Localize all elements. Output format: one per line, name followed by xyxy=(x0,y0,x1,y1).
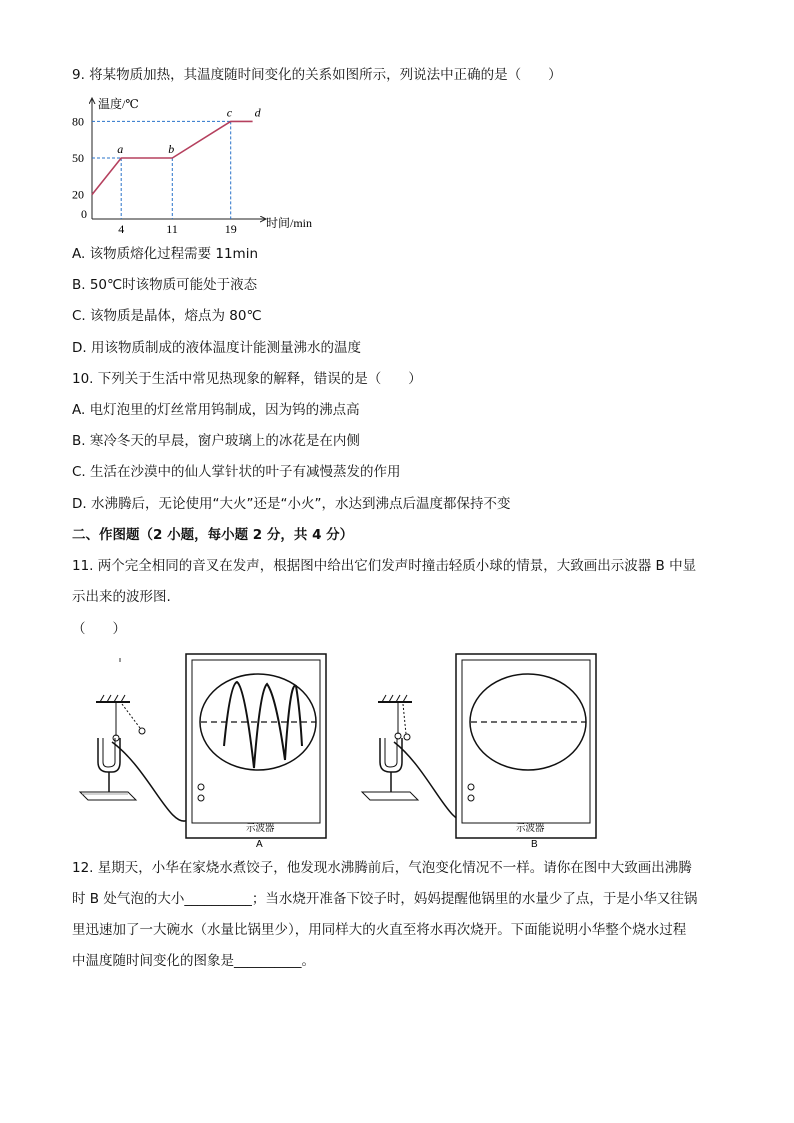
q9-stem: 9. 将某物质加热，其温度随时间变化的关系如图所示，列说法中正确的是（ ） xyxy=(72,67,562,83)
q12-stem-line1: 12. 星期天，小华在家烧水煮饺子，他发现水沸腾前后，气泡变化情况不一样。请你在图中大致画出沸腾 xyxy=(72,860,692,876)
oscilloscope-b xyxy=(456,654,596,838)
x-tick-label: 11 xyxy=(166,222,178,234)
point-label-c: c xyxy=(226,105,233,120)
y-tick-label: 20 xyxy=(72,187,84,202)
y-tick-label: 50 xyxy=(72,151,84,165)
q9-option-d: D. 用该物质制成的液体温度计能测量沸水的温度 xyxy=(72,340,361,356)
tuning-fork-a xyxy=(80,695,145,800)
x-axis-label: 时间/min xyxy=(266,216,313,230)
q9-option-b: B. 50℃时该物质可能处于液态 xyxy=(72,277,258,293)
tuning-fork-b xyxy=(362,695,418,800)
q11-answer-blank: （ ） xyxy=(72,621,126,637)
q9-option-a: A. 该物质熔化过程需要 11min xyxy=(72,246,259,262)
q12-stem-line2: 时 B 处气泡的大小__________；当水烧开准备下饺子时，妈妈提醒他锅里的水量少了点，于是小华又往锅 xyxy=(72,891,698,907)
y-axis-label: 温度/℃ xyxy=(98,97,139,111)
scope-caption-b: 示波器 xyxy=(516,823,545,834)
q10-option-d: D. 水沸腾后，无论使用“大火”还是“小火”，水达到沸点后温度都保持不变 xyxy=(72,496,511,512)
q9-option-c: C. 该物质是晶体，熔点为 80℃ xyxy=(72,308,262,324)
q10-option-c: C. 生活在沙漠中的仙人掌针状的叶子有减慢蒸发的作用 xyxy=(72,464,401,480)
label-a: A xyxy=(256,839,263,850)
oscilloscope-a xyxy=(186,654,326,838)
x-tick-label: 4 xyxy=(118,222,125,234)
point-label-a: a xyxy=(117,142,124,156)
point-label-b: b xyxy=(168,142,175,156)
q10-option-b: B. 寒冷冬天的早晨，窗户玻璃上的冰花是在内侧 xyxy=(72,433,360,449)
q12-stem-line4: 中温度随时间变化的图象是__________。 xyxy=(72,953,315,969)
q10-option-a: A. 电灯泡里的灯丝常用钨制成，因为钨的沸点高 xyxy=(72,402,360,418)
y-tick-label: 80 xyxy=(72,114,84,129)
x-tick-label: 19 xyxy=(224,222,237,234)
scope-caption-a: 示波器 xyxy=(246,823,275,834)
label-b: B xyxy=(531,839,538,850)
temperature-time-graph xyxy=(66,94,326,234)
origin-label: 0 xyxy=(81,207,87,221)
section-heading: 二、作图题（2 小题，每小题 2 分，共 4 分） xyxy=(72,527,354,543)
q12-stem-line3: 里迅速加了一大碗水（水量比锅里少），用同样大的火直至将水再次烧开。下面能说明小华整个烧水过程 xyxy=(72,922,687,938)
q11-stem-line1: 11. 两个完全相同的音叉在发声，根据图中给出它们发声时撞击轻质小球的情景，大致画出示波器 B 中显 xyxy=(72,558,697,574)
point-label-d: d xyxy=(254,105,261,120)
oscilloscope-figure xyxy=(70,650,610,850)
q10-stem: 10. 下列关于生活中常见热现象的解释，错误的是（ ） xyxy=(72,371,422,387)
q11-stem-line2: 示出来的波形图. xyxy=(72,589,171,605)
